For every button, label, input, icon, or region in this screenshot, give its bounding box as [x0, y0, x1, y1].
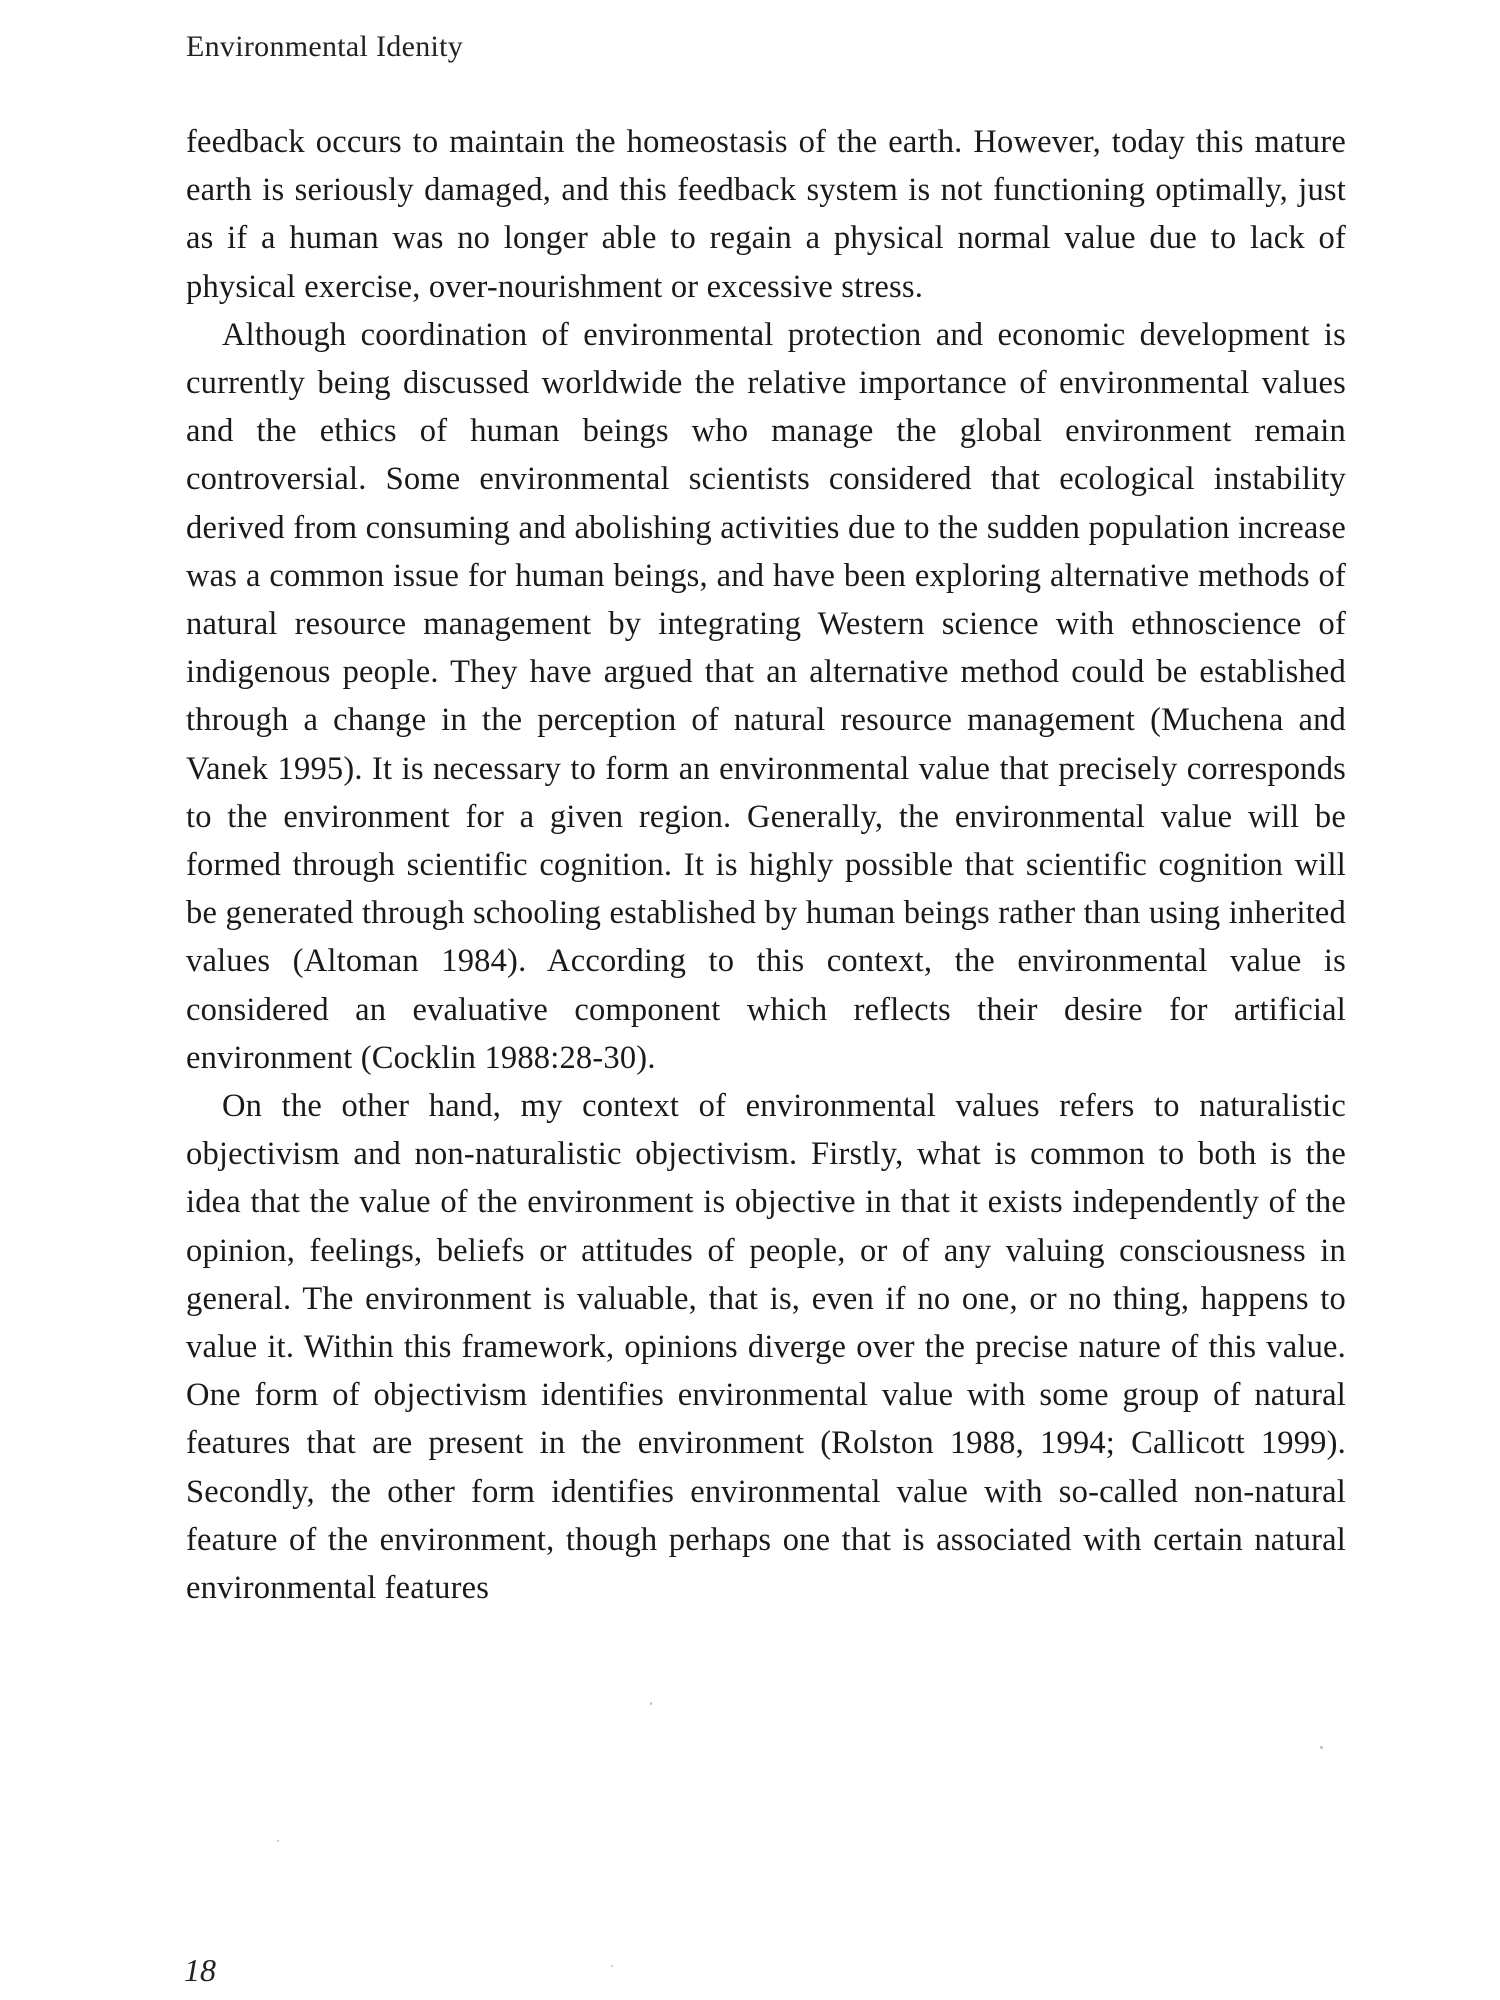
- page-number: 18: [184, 1952, 216, 1988]
- paragraph-objectivism: On the other hand, my context of environmental values refers to naturalistic objectivism and non-naturalistic objectivism. Firstly, what is common to both is the idea that the value of the environment is objective in that it exists independently of the opinion, feelings, beliefs or attitudes of people, or of any valuing consciousness in general. The environment is valuable, that is, even if no one, or no thing, happens to value it. Within this framework, opinions diverge over the precise nature of this value. One form of objectivism identifies environmental value with some group of natural features that are present in the environment (Rolston 1988, 1994; Callicott 1999). Secondly, the other form identifies environmental value with so-called non-natural feature of the environment, though perhaps one that is associated with certain natural environmental features: [186, 1088, 1346, 1607]
- scan-speck: [277, 1840, 279, 1842]
- scan-speck: [1320, 1746, 1323, 1749]
- paragraph-environmental-protection: Although coordination of environmental protection and economic development is currently being discussed worldwide the relative importance of environmental values and the ethics of human beings who manage the global environment remain controversial. Some environmental scientists considered that ecological instability derived from consuming and abolishing activities due to the sudden population increase was a common issue for human beings, and have been exploring alternative methods of natural resource management by integrating Western science with ethnoscience of indigenous people. They have argued that an alternative method could be established through a change in the perception of natural resource management (Muchena and Vanek 1995). It is necessary to form an environmental value that precisely corresponds to the environment for a given region. Generally, the environmental value will be formed through scientific cognition. It is highly possible that scientific cognition will be generated through schooling established by human beings rather than using inherited values (Altoman 1984). According to this context, the environmental value is considered an evaluative component which reflects their desire for artificial environment (Cocklin 1988:28-30).: [186, 316, 1346, 1076]
- scan-speck: [650, 1702, 652, 1705]
- running-header: Environmental Idenity: [186, 30, 464, 63]
- scan-speck: [611, 1965, 613, 1967]
- paragraph-continuation: feedback occurs to maintain the homeostasis of the earth. However, today this mature earth is seriously damaged, and this feedback system is not functioning optimally, just as if a human was no longer able to regain a physical normal value due to lack of physical exercise, over-nourishment or excessive stress.: [186, 124, 1346, 305]
- body-text: [186, 118, 1346, 1612]
